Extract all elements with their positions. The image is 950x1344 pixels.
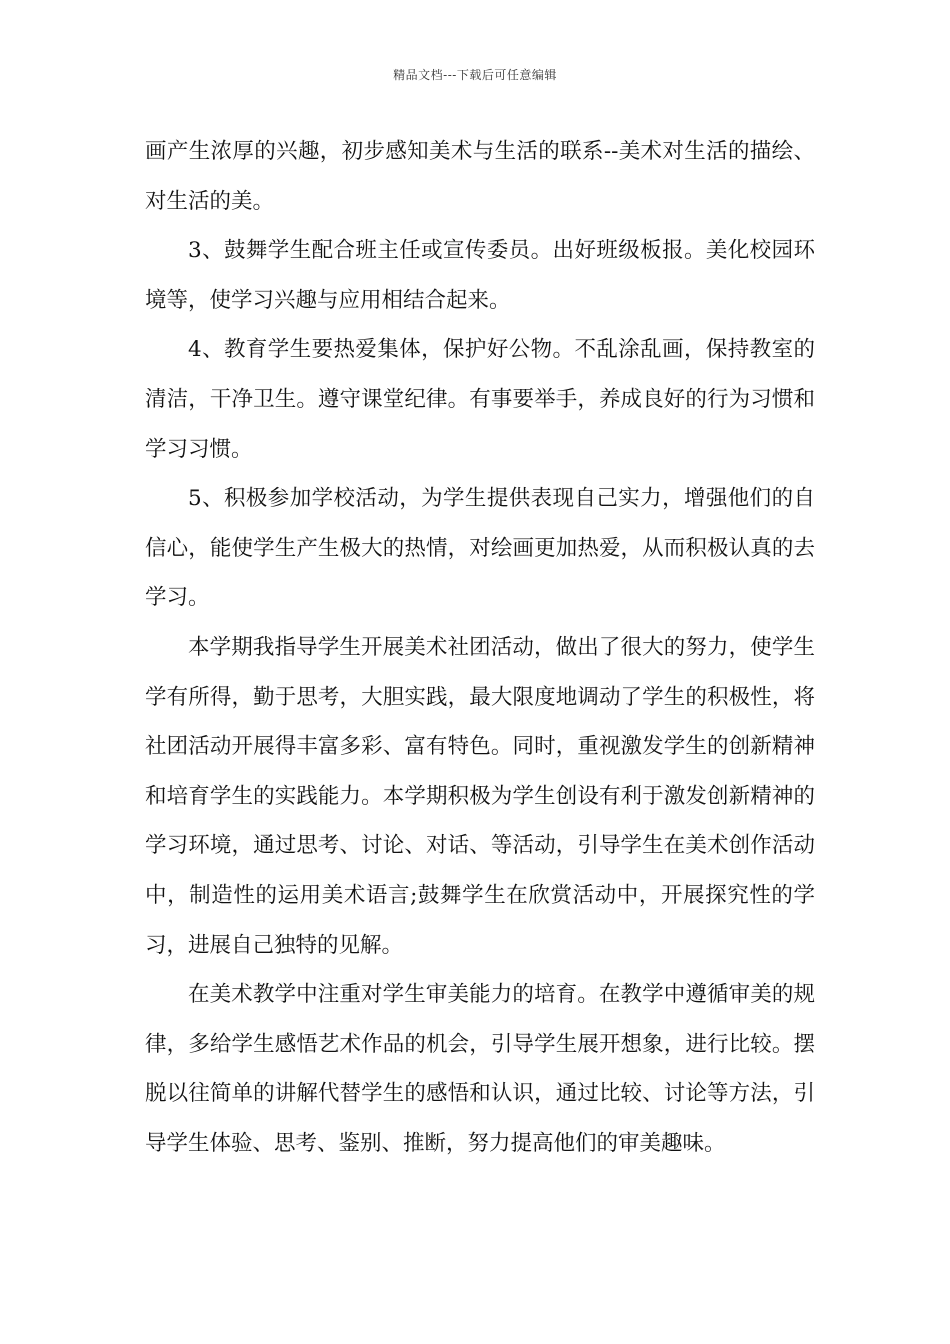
paragraph-item-5: 5、积极参加学校活动，为学生提供表现自己实力，增强他们的自信心，能使学生产生极大的热情，对绘画更加热爱，从而积极认真的去学习。 (145, 486, 815, 611)
paragraph-item-3: 3、鼓舞学生配合班主任或宣传委员。出好班级板报。美化校园环境等，使学习兴趣与应用相结合起来。 (145, 238, 815, 313)
paragraph-aesthetic-education: 在美术教学中注重对学生审美能力的培育。在教学中遵循审美的规律，多给学生感悟艺术作品的机会，引导学生展开想象，进行比较。摆脱以往简单的讲解代替学生的感悟和认识，通过比较、讨论等方法，引导学生体验、思考、鉴别、推断，努力提高他们的审美趣味。 (145, 982, 815, 1156)
paragraph-item-4: 4、教育学生要热爱集体，保护好公物。不乱涂乱画，保持教室的清洁，干净卫生。遵守课堂纪律。有事要举手，养成良好的行为习惯和学习习惯。 (145, 337, 815, 462)
page-header: 精品文档---下载后可任意编辑 (393, 68, 557, 82)
paragraph-continuation: 画产生浓厚的兴趣，初步感知美术与生活的联系--美术对生活的描绘、对生活的美。 (145, 139, 815, 214)
paragraph-club-activities: 本学期我指导学生开展美术社团活动，做出了很大的努力，使学生学有所得，勤于思考，大胆实践，最大限度地调动了学生的积极性，将社团活动开展得丰富多彩、富有特色。同时，重视激发学生的创新精神和培育学生的实践能力。本学期积极为学生创设有利于激发创新精神的学习环境，通过思考、讨论、对话、等活动，引导学生在美术创作活动中，制造性的运用美术语言;鼓舞学生在欣赏活动中，开展探究性的学习，进展自己独特的见解。 (145, 634, 815, 958)
document-body (145, 127, 815, 1168)
